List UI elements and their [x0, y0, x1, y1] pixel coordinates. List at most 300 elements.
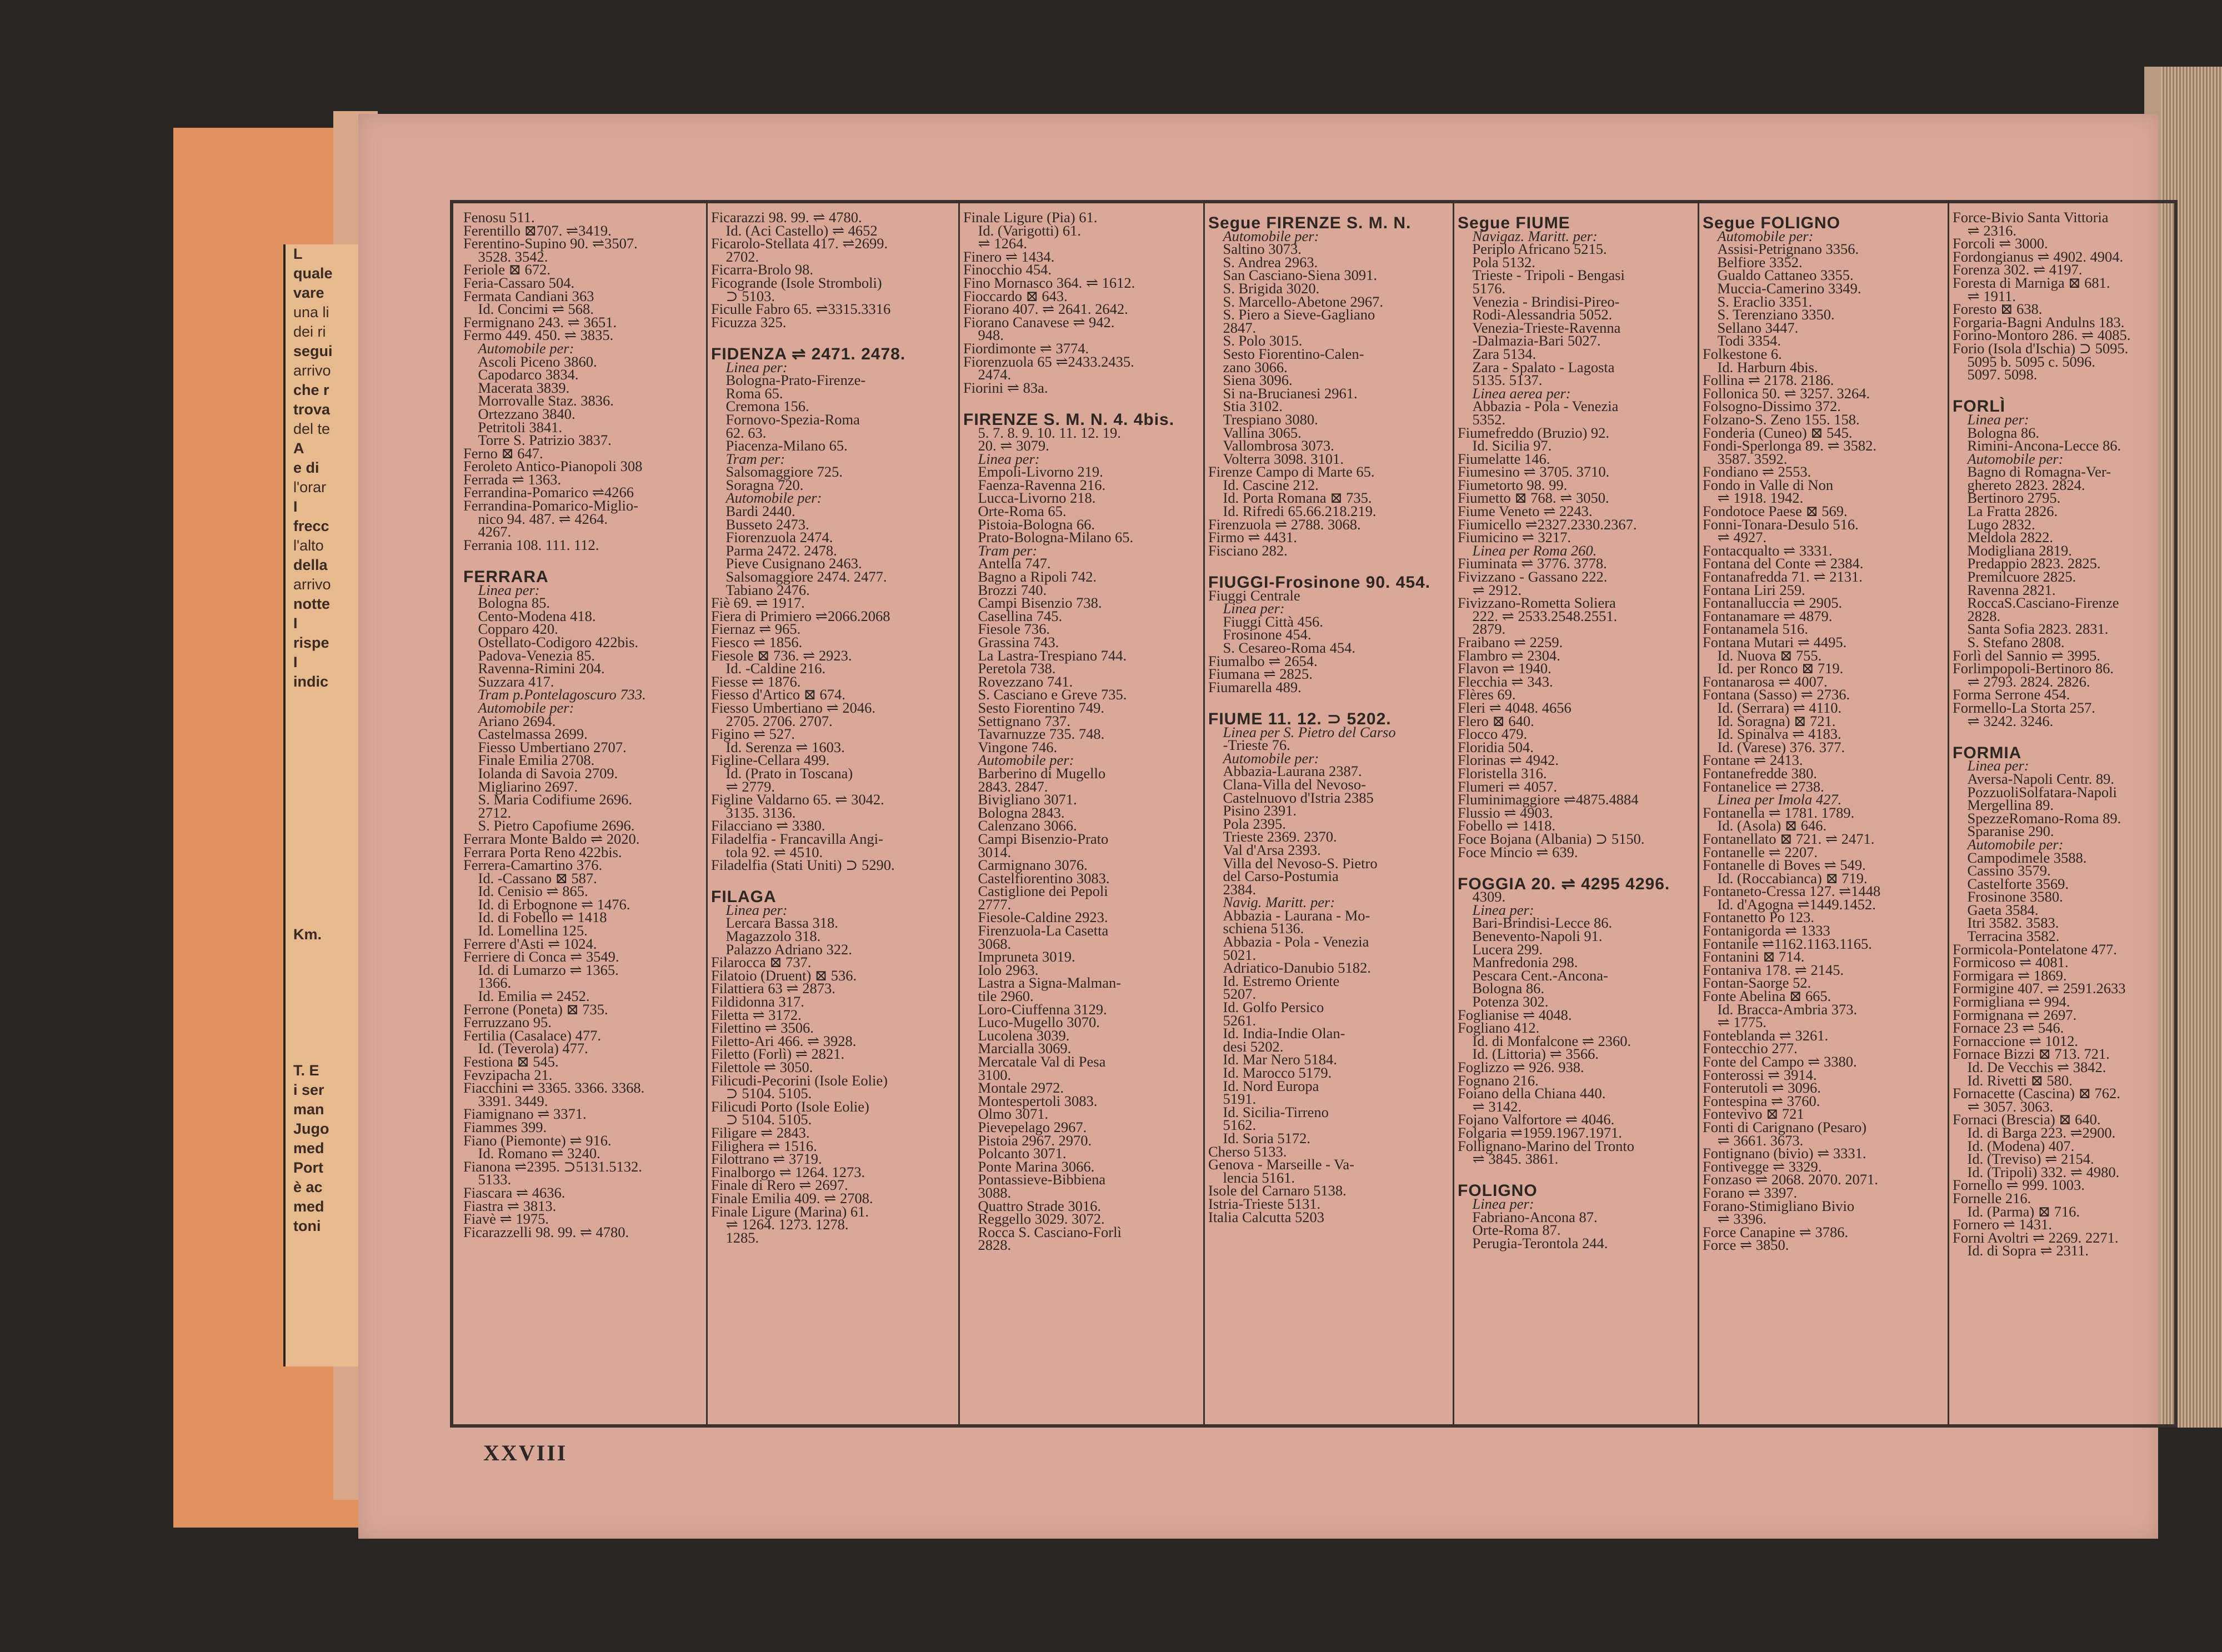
- index-entry: Trieste 2369. 2370.: [1208, 828, 1337, 845]
- index-entry: Cento-Modena 418.: [463, 607, 596, 624]
- index-column-7: [1949, 211, 2174, 1422]
- index-entry: PozzuoliSolfatara-Napoli: [1953, 783, 2117, 800]
- index-entry: [1208, 557, 1451, 570]
- index-entry: Lastra a Signa-Malman-: [963, 974, 1122, 992]
- back-page-line: i ser: [293, 1082, 324, 1098]
- index-entry: Cherso 5133.: [1208, 1143, 1287, 1160]
- index-entry: 2847.: [1208, 319, 1257, 336]
- index-entry: Frosinone 454.: [1208, 626, 1312, 643]
- index-entry: Flussio ⇌ 4903.: [1458, 804, 1553, 821]
- index-entry: Forano-Stimigliano Bivio: [1703, 1197, 1855, 1214]
- index-entry: Floristella 316.: [1458, 764, 1547, 782]
- back-page-line: arrivo: [293, 362, 331, 379]
- index-entry: 5. 7. 8. 9. 10. 11. 12. 19.: [963, 424, 1121, 441]
- index-entry: Finocchio 454.: [963, 261, 1052, 278]
- index-entry: Pievepelago 2967.: [963, 1118, 1087, 1135]
- index-entry: 3068.: [963, 935, 1012, 952]
- back-page-line: arrivo: [293, 576, 331, 593]
- index-entry: Pistoia 2967. 2970.: [963, 1132, 1092, 1149]
- index-entry: Foce Mincio ⇌ 639.: [1458, 843, 1578, 860]
- index-entry: Linea per S. Pietro del Carso: [1208, 723, 1396, 740]
- index-entry: Id. Porta Romana ⊠ 735.: [1208, 489, 1372, 507]
- index-entry: Force Canapine ⇌ 3786.: [1703, 1223, 1849, 1240]
- index-entry: Fobello ⇌ 1418.: [1458, 817, 1556, 834]
- index-entry: Segue FIRENZE S. M. N.: [1208, 214, 1412, 232]
- index-entry: Fontanile ⇌1162.1163.1165.: [1703, 935, 1872, 952]
- index-entry: Campi Bisenzio 738.: [963, 594, 1102, 612]
- index-entry: Id. Soria 5172.: [1208, 1129, 1311, 1147]
- index-entry: Forano ⇌ 3397.: [1703, 1184, 1798, 1201]
- index-entry: Todi 3354.: [1703, 332, 1781, 349]
- index-entry: Fonni-Tonara-Desulo 516.: [1703, 515, 1859, 533]
- index-entry: Fornace 23 ⇌ 546.: [1953, 1019, 2064, 1037]
- index-entry: Fontacqualto ⇌ 3331.: [1703, 542, 1833, 559]
- back-page-line: A: [293, 440, 304, 457]
- index-entry: Id. Rivetti ⊠ 580.: [1953, 1072, 2073, 1089]
- index-entry: Folzano-S. Zeno 155. 158.: [1703, 411, 1860, 428]
- index-entry: ⇌ 3661. 3673.: [1703, 1132, 1804, 1149]
- index-entry: Torre S. Patrizio 3837.: [463, 432, 612, 449]
- index-entry: Ponte Marina 3066.: [963, 1158, 1095, 1175]
- index-entry: Forenza 302. ⇌ 4197.: [1953, 261, 2083, 278]
- index-entry: S. Polo 3015.: [1208, 332, 1303, 349]
- index-entry: Fonterossi ⇌ 3914.: [1703, 1066, 1817, 1083]
- index-entry: Id. (Tripoli) 332. ⇌ 4980.: [1953, 1163, 2120, 1180]
- index-entry: Fontanefredde 380.: [1703, 764, 1818, 782]
- index-entry: ⇌ 3396.: [1703, 1210, 1766, 1228]
- index-entry: Segue FOLIGNO: [1703, 214, 1841, 232]
- index-entry: -Trieste 76.: [1208, 737, 1290, 754]
- index-entry: Flocco 479.: [1458, 725, 1528, 743]
- index-entry: Linea per:: [1953, 411, 2029, 428]
- index-entry: Brozzi 740.: [963, 581, 1047, 598]
- index-entry: Fisciano 282.: [1208, 542, 1288, 559]
- index-entry: Ferrara Monte Baldo ⇌ 2020.: [463, 830, 640, 847]
- index-entry: 2777.: [963, 895, 1012, 913]
- index-entry: Fognano 216.: [1458, 1072, 1539, 1089]
- index-entry: Ficarazzelli 98. 99. ⇌ 4780.: [463, 1223, 629, 1240]
- index-entry: Iolanda di Savoia 2709.: [463, 764, 618, 782]
- index-entry: Orte-Roma 65.: [963, 503, 1067, 520]
- index-entry: Potenza 302.: [1458, 993, 1549, 1010]
- index-entry: Florinas ⇌ 4942.: [1458, 752, 1559, 769]
- index-entry: Tram per:: [963, 542, 1038, 559]
- index-entry: Genova - Marseille - Va-: [1208, 1156, 1354, 1173]
- index-entry: Ferno ⊠ 647.: [463, 444, 543, 462]
- index-entry: Ravenna 2821.: [1953, 581, 2056, 598]
- index-entry: Id. di Monfalcone ⇌ 2360.: [1458, 1032, 1632, 1049]
- index-entry: Id. Cascine 212.: [1208, 476, 1319, 493]
- index-entry: ⇌ 1775.: [1703, 1014, 1766, 1031]
- index-entry: 5191.: [1208, 1090, 1257, 1108]
- index-entry: Mercatale Val di Pesa: [963, 1053, 1106, 1070]
- index-entry: Bologna 86.: [1458, 980, 1545, 997]
- index-entry: Bologna 86.: [1953, 424, 2040, 441]
- index-entry: Fonte del Campo ⇌ 3380.: [1703, 1053, 1857, 1070]
- index-entry: Fontanella ⇌ 1781. 1789.: [1703, 804, 1855, 821]
- index-entry: ⇌ 1918. 1942.: [1703, 489, 1804, 507]
- index-entry: Salsomaggiore 725.: [711, 463, 843, 480]
- index-entry: Linea per:: [1953, 757, 2029, 774]
- index-entry: Villa del Nevoso-S. Pietro: [1208, 854, 1378, 872]
- index-entry: 2843. 2847.: [963, 778, 1048, 795]
- index-entry: Fiorano Canavese ⇌ 942.: [963, 313, 1115, 331]
- index-entry: Fevzipacha 21.: [463, 1066, 553, 1083]
- index-entry: Fontane ⇌ 2413.: [1703, 752, 1803, 769]
- index-entry: Id. Lomellina 125.: [463, 922, 588, 939]
- back-page-line: che r: [293, 382, 329, 398]
- index-entry: 2474.: [963, 366, 1012, 383]
- index-entry: FORMIA: [1953, 743, 2022, 762]
- index-entry: Linea per Roma 260.: [1458, 542, 1597, 559]
- index-entry: [711, 329, 957, 342]
- index-entry: Automobile per:: [1208, 749, 1319, 767]
- index-entry: Id. d'Agogna ⇌1449.1452.: [1703, 895, 1876, 913]
- index-entry: Suzzara 417.: [463, 673, 554, 690]
- index-entry: Fornaci (Brescia) ⊠ 640.: [1953, 1111, 2101, 1128]
- index-entry: Calenzano 3066.: [963, 817, 1077, 834]
- index-entry: Pieve Cusignano 2463.: [711, 555, 862, 572]
- index-entry: Tram p.Pontelagoscuro 733.: [463, 686, 646, 703]
- back-page-line: e di: [293, 459, 319, 476]
- index-entry: Linea per:: [711, 901, 788, 918]
- index-entry: Fiuminata ⇌ 3776. 3778.: [1458, 555, 1607, 572]
- index-entry: Ostellato-Codigoro 422bis.: [463, 634, 639, 650]
- index-entry: zano 3066.: [1208, 358, 1288, 376]
- index-entry: 3528. 3542.: [463, 248, 548, 265]
- index-entry: Fiesole 736.: [963, 620, 1050, 638]
- index-entry: Filetto (Forlì) ⇌ 2821.: [711, 1045, 845, 1063]
- index-entry: Fiacchini ⇌ 3365. 3366. 3368.: [463, 1079, 645, 1097]
- index-entry: Filetto-Ari 466. ⇌ 3928.: [711, 1032, 857, 1049]
- index-entry: Fontanini ⊠ 714.: [1703, 948, 1805, 965]
- index-entry: Piacenza-Milano 65.: [711, 437, 848, 454]
- back-page-line: l'alto: [293, 537, 324, 554]
- index-entry: Petritoli 3841.: [463, 418, 563, 435]
- index-entry: Id. di Fobello ⇌ 1418: [463, 909, 607, 926]
- index-entry: Filicudi Porto (Isole Eolie): [711, 1098, 869, 1115]
- index-entry: Soragna 720.: [711, 476, 804, 493]
- index-entry: Foce Bojana (Albania) ⊃ 5150.: [1458, 830, 1645, 847]
- index-entry: Id. di Lumarzo ⇌ 1365.: [463, 961, 619, 978]
- index-entry: Settignano 737.: [963, 712, 1070, 729]
- index-entry: Bertinoro 2795.: [1953, 489, 2061, 507]
- index-entry: Sesto Fiorentino 749.: [963, 699, 1104, 716]
- index-entry: FERRARA: [463, 568, 549, 587]
- index-entry: Vallina 3065.: [1208, 424, 1302, 441]
- index-entry: Ferruzzano 95.: [463, 1014, 552, 1031]
- index-entry: Formigliana ⇌ 994.: [1953, 993, 2070, 1010]
- index-entry: Iolo 2963.: [963, 961, 1039, 978]
- index-entry: Festiona ⊠ 545.: [463, 1053, 559, 1070]
- index-entry: La Fratta 2826.: [1953, 503, 2058, 520]
- index-entry: Copparo 420.: [463, 620, 558, 638]
- back-page-line: toni: [293, 1218, 321, 1234]
- index-entry: Linea per:: [1208, 600, 1285, 617]
- index-entry: -Dalmazia-Bari 5027.: [1458, 332, 1601, 349]
- index-entry: Id. Rifredi 65.66.218.219.: [1208, 503, 1377, 520]
- index-entry: Ficogrande (Isole Stromboli): [711, 274, 882, 291]
- back-page-line: I: [293, 615, 298, 632]
- index-entry: 2828.: [963, 1237, 1012, 1254]
- back-page-line: vare: [293, 284, 324, 301]
- index-entry: Forlì del Sannio ⇌ 3995.: [1953, 647, 2100, 664]
- index-entry: Fiorini ⇌ 83a.: [963, 379, 1048, 396]
- index-entry: Bari-Brindisi-Lecce 86.: [1458, 914, 1613, 932]
- index-entry: Antella 747.: [963, 555, 1051, 572]
- index-entry: Cremona 156.: [711, 398, 809, 415]
- index-entry: Follina ⇌ 2178. 2186.: [1703, 372, 1834, 389]
- index-entry: Fiorenzuola 65 ⇌2433.2435.: [963, 353, 1134, 370]
- index-entry: Figline Valdarno 65. ⇌ 3042.: [711, 791, 884, 808]
- index-entry: Ficarazzi 98. 99. ⇌ 4780.: [711, 211, 862, 226]
- index-entry: Fiorenzuola 2474.: [711, 529, 833, 546]
- index-entry: Fiè 69. ⇌ 1917.: [711, 594, 805, 612]
- index-entry: Sellano 3447.: [1703, 319, 1799, 336]
- index-entry: 20. ⇌ 3079.: [963, 437, 1049, 454]
- index-entry: Finero ⇌ 1434.: [963, 248, 1055, 265]
- index-entry: Filighera ⇌ 1516.: [711, 1137, 817, 1154]
- index-entry: Id. Estremo Oriente: [1208, 972, 1340, 989]
- index-entry: Pola 5132.: [1458, 253, 1535, 271]
- index-column-6: [1699, 211, 1946, 1422]
- index-entry: 222. ⇌ 2533.2548.2551.: [1458, 607, 1618, 624]
- index-entry: nico 94. 487. ⇌ 4264.: [463, 510, 608, 527]
- index-entry: Fildidonna 317.: [711, 993, 804, 1010]
- index-entry: Fiorano 407. ⇌ 2641. 2642.: [963, 301, 1128, 318]
- index-entry: Ficuzza 325.: [711, 313, 787, 331]
- index-entry: Italia Calcutta 5203: [1208, 1208, 1324, 1225]
- index-entry: Follignano-Marino del Tronto: [1458, 1137, 1635, 1154]
- index-entry: 2384.: [1208, 880, 1257, 898]
- index-entry: Linea per:: [1458, 1195, 1534, 1212]
- index-entry: Lercara Bassa 318.: [711, 914, 838, 932]
- index-entry: Firenzuola ⇌ 2788. 3068.: [1208, 515, 1361, 533]
- index-entry: Fleri ⇌ 4048. 4656: [1458, 699, 1572, 716]
- index-entry: Fontecchio 277.: [1703, 1040, 1798, 1057]
- index-entry: 2879.: [1458, 620, 1506, 638]
- index-entry: Fiesso Umbertiano 2707.: [463, 738, 627, 755]
- index-entry: 3088.: [963, 1184, 1012, 1201]
- index-entry: Montespertoli 3083.: [963, 1092, 1098, 1109]
- index-entry: Fontanigorda ⇌ 1333: [1703, 922, 1830, 939]
- index-entry: Id. Nord Europa: [1208, 1077, 1319, 1094]
- index-entry: Automobile per:: [463, 699, 574, 716]
- index-entry: Fontaneto-Cressa 127. ⇌1448: [1703, 883, 1881, 900]
- index-entry: Macerata 3839.: [463, 379, 570, 396]
- index-entry: Fiesco ⇌ 1856.: [711, 634, 803, 650]
- index-entry: Filadelfia - Francavilla Angi-: [711, 830, 883, 847]
- index-entry: Castelnuovo d'Istria 2385: [1208, 789, 1374, 806]
- index-entry: Id. di Erbognone ⇌ 1476.: [463, 895, 630, 913]
- index-entry: Fiesse ⇌ 1876.: [711, 673, 801, 690]
- index-entry: Formello-La Storta 257.: [1953, 699, 2095, 716]
- index-entry: Castelforte 3569.: [1953, 875, 2069, 892]
- index-entry: Feroleto Antico-Pianopoli 308: [463, 458, 643, 475]
- index-entry: Campodimele 3588.: [1953, 849, 2087, 866]
- index-entry: Fiume Veneto ⇌ 2243.: [1458, 503, 1593, 520]
- index-entry: Zara - Spalato - Lagosta: [1458, 358, 1615, 376]
- index-entry: Bivigliano 3071.: [963, 791, 1077, 808]
- index-entry: Formicoso ⇌ 4081.: [1953, 954, 2069, 971]
- index-entry: Tavarnuzze 735. 748.: [963, 725, 1105, 743]
- index-entry: Ferrania 108. 111. 112.: [463, 536, 599, 553]
- index-entry: Ferrone (Poneta) ⊠ 735.: [463, 1000, 608, 1018]
- index-entry: Abbazia-Laurana 2387.: [1208, 763, 1362, 780]
- index-entry: Stia 3102.: [1208, 398, 1283, 415]
- index-entry: 3100.: [963, 1066, 1012, 1083]
- index-entry: Migliarino 2697.: [463, 778, 578, 795]
- index-entry: Id. (Prato in Toscana): [711, 764, 853, 782]
- index-entry: Fontana Liri 259.: [1703, 581, 1805, 598]
- index-entry: Pescara Cent.-Ancona-: [1458, 967, 1608, 984]
- index-entry: Rocca S. Casciano-Forlì: [963, 1223, 1122, 1240]
- index-entry: Assisi-Petrignano 3356.: [1703, 241, 1859, 258]
- index-entry: Fonte Abelina ⊠ 665.: [1703, 988, 1831, 1005]
- index-entry: Finale di Rero ⇌ 2697.: [711, 1177, 848, 1194]
- index-entry: Linea per:: [1458, 901, 1534, 918]
- index-entry: Lucolena 3039.: [963, 1027, 1070, 1044]
- index-entry: Id. Sicilia 97.: [1458, 437, 1552, 454]
- index-entry: FIDENZA ⇌ 2471. 2478.: [711, 344, 906, 363]
- index-entry: Fontanarosa ⇌ 4007.: [1703, 673, 1828, 690]
- index-entry: S. Terenziano 3350.: [1703, 306, 1835, 323]
- index-entry: Automobile per:: [1953, 835, 2064, 853]
- index-entry: Id. (Roccabianca) ⊠ 719.: [1703, 869, 1868, 887]
- index-entry: Salsomaggiore 2474. 2477.: [711, 568, 887, 585]
- index-entry: Campi Bisenzio-Prato: [963, 830, 1109, 847]
- index-entry: Id. di Barga 223. ⇌2900.: [1953, 1124, 2116, 1141]
- index-entry: Fiesole ⊠ 736. ⇌ 2923.: [711, 647, 852, 664]
- index-entry: Fontanafredda 71. ⇌ 2131.: [1703, 568, 1863, 585]
- back-page-line: med: [293, 1140, 324, 1157]
- index-entry: Ficarra-Brolo 98.: [711, 261, 813, 278]
- back-page-line: I: [293, 498, 298, 515]
- index-entry: Castiglione dei Pepoli: [963, 883, 1108, 900]
- index-entry: Fraibano ⇌ 2259.: [1458, 634, 1563, 650]
- index-entry: Fivizzano - Gassano 222.: [1458, 568, 1608, 585]
- index-entry: 2828.: [1953, 607, 2001, 624]
- index-entry: Filigare ⇌ 2843.: [711, 1124, 810, 1141]
- index-entry: Marcialla 3069.: [963, 1040, 1072, 1057]
- index-entry: Fontanelice ⇌ 2738.: [1703, 778, 1824, 795]
- index-entry: Fojano Valfortore ⇌ 4046.: [1458, 1111, 1615, 1128]
- index-entry: [1953, 728, 2174, 741]
- index-entry: Id. (Littoria) ⇌ 3566.: [1458, 1045, 1599, 1063]
- back-page-line: segui: [293, 343, 333, 359]
- index-entry: Bagno a Ripoli 742.: [963, 568, 1097, 585]
- index-entry: Clana-Villa del Nevoso-: [1208, 775, 1366, 793]
- index-entry: Pontassieve-Bibbiena: [963, 1171, 1106, 1188]
- index-entry: 5095 b. 5095 c. 5096.: [1953, 353, 2095, 370]
- index-entry: Volterra 3098. 3101.: [1208, 450, 1344, 467]
- index-entry: ⇌ 2316.: [1953, 222, 2016, 239]
- index-entry: FOGGIA 20. ⇌ 4295 4296.: [1458, 874, 1670, 893]
- index-entry: Fiumetto ⊠ 768. ⇌ 3050.: [1458, 489, 1609, 507]
- index-entry: Fontignano (bivio) ⇌ 3331.: [1703, 1145, 1866, 1162]
- index-entry: del Carso-Postumia: [1208, 868, 1339, 885]
- index-entry: Ferrandina-Pomarico-Miglio-: [463, 497, 638, 514]
- index-entry: Rimini-Ancona-Lecce 86.: [1953, 437, 2121, 454]
- index-entry: Venezia - Brindisi-Pireo-: [1458, 293, 1620, 310]
- index-entry: Formigara ⇌ 1869.: [1953, 967, 2067, 984]
- index-entry: Forcoli ⇌ 3000.: [1953, 235, 2048, 252]
- index-entry: Muccia-Camerino 3349.: [1703, 279, 1861, 297]
- index-entry: Follonica 50. ⇌ 3257. 3264.: [1703, 384, 1870, 402]
- index-entry: Carmignano 3076.: [963, 857, 1088, 874]
- index-entry: Foresta di Marniga ⊠ 681.: [1953, 274, 2110, 291]
- index-entry: 5261.: [1208, 1012, 1257, 1029]
- index-entry: Linea per:: [711, 358, 788, 376]
- index-entry: Ferrera-Camartino 376.: [463, 857, 603, 874]
- index-entry: Id. (Aci Castello) ⇌ 4652: [711, 222, 878, 239]
- index-entry: desi 5202.: [1208, 1038, 1284, 1055]
- index-entry: Fontanetto Po 123.: [1703, 909, 1814, 926]
- index-entry: Fiumetorto 98. 99.: [1458, 476, 1568, 493]
- index-entry: Id. Nuova ⊠ 755.: [1703, 647, 1822, 664]
- index-entry: Abbazia - Pola - Venezia: [1208, 933, 1369, 950]
- index-entry: Finale Ligure (Pia) 61.: [963, 211, 1098, 226]
- index-entry: Finalborgo ⇌ 1264. 1273.: [711, 1163, 865, 1180]
- index-entry: ⊃ 5104. 5105.: [711, 1111, 812, 1128]
- back-page-line: della: [293, 557, 328, 573]
- index-entry: Fontanelle di Boves ⇌ 549.: [1703, 857, 1866, 874]
- index-entry: Zara 5134.: [1458, 345, 1537, 362]
- back-page-line: indic: [293, 673, 329, 690]
- index-entry: Bologna 85.: [463, 594, 551, 612]
- index-column-2: [708, 211, 957, 1422]
- index-entry: Predappio 2823. 2825.: [1953, 555, 2101, 572]
- index-entry: Id. (Serrara) ⇌ 4110.: [1703, 699, 1842, 716]
- index-entry: ⊃ 5103.: [711, 287, 775, 304]
- back-page-line: med: [293, 1198, 324, 1215]
- index-entry: Id. India-Indie Olan-: [1208, 1025, 1345, 1042]
- index-entry: Roma 65.: [711, 384, 783, 402]
- index-entry: ⊃ 5104. 5105.: [711, 1085, 812, 1102]
- index-entry: ⇌ 2779.: [711, 778, 775, 795]
- index-entry: Firmo ⇌ 4431.: [1208, 529, 1297, 546]
- back-page-line: Km.: [293, 926, 322, 943]
- index-entry: Fonteblanda ⇌ 3261.: [1703, 1027, 1829, 1044]
- index-entry: Empoli-Livorno 219.: [963, 463, 1103, 480]
- index-entry: Benevento-Napoli 91.: [1458, 928, 1603, 945]
- index-entry: Navig. Maritt. per:: [1208, 894, 1335, 911]
- index-entry: FILAGA: [711, 888, 777, 907]
- index-entry: Ferentino-Supino 90. ⇌3507.: [463, 235, 638, 252]
- index-entry: S. Pietro Capofiume 2696.: [463, 817, 635, 834]
- index-entry: Ferriere di Conca ⇌ 3549.: [463, 948, 619, 965]
- index-entry: Fornero ⇌ 1431.: [1953, 1216, 2052, 1233]
- index-entry: Pola 2395.: [1208, 815, 1286, 832]
- index-entry: Lucera 299.: [1458, 940, 1543, 958]
- index-entry: ⇌ 3242. 3246.: [1953, 712, 2054, 729]
- index-entry: Fontivegge ⇌ 3329.: [1703, 1158, 1822, 1175]
- index-entry: ⇌ 3142.: [1458, 1098, 1522, 1115]
- index-entry: Id. (Modena) 407.: [1953, 1137, 2075, 1154]
- index-entry: Adriatico-Danubio 5182.: [1208, 959, 1371, 977]
- index-entry: Fiammes 399.: [463, 1118, 547, 1135]
- index-entry: Floridia 504.: [1458, 738, 1534, 755]
- index-entry: Id. De Vecchis ⇌ 3842.: [1953, 1059, 2106, 1075]
- index-entry: Meldola 2822.: [1953, 529, 2054, 546]
- index-entry: Fenosu 511.: [463, 211, 535, 226]
- index-entry: [711, 872, 957, 885]
- index-entry: Forlimpopoli-Bertinoro 86.: [1953, 660, 2114, 677]
- index-entry: ⇌ 2912.: [1458, 581, 1522, 598]
- index-entry: [963, 394, 1202, 408]
- index-entry: 62. 63.: [711, 424, 767, 441]
- index-entry: Flères 69.: [1458, 686, 1516, 703]
